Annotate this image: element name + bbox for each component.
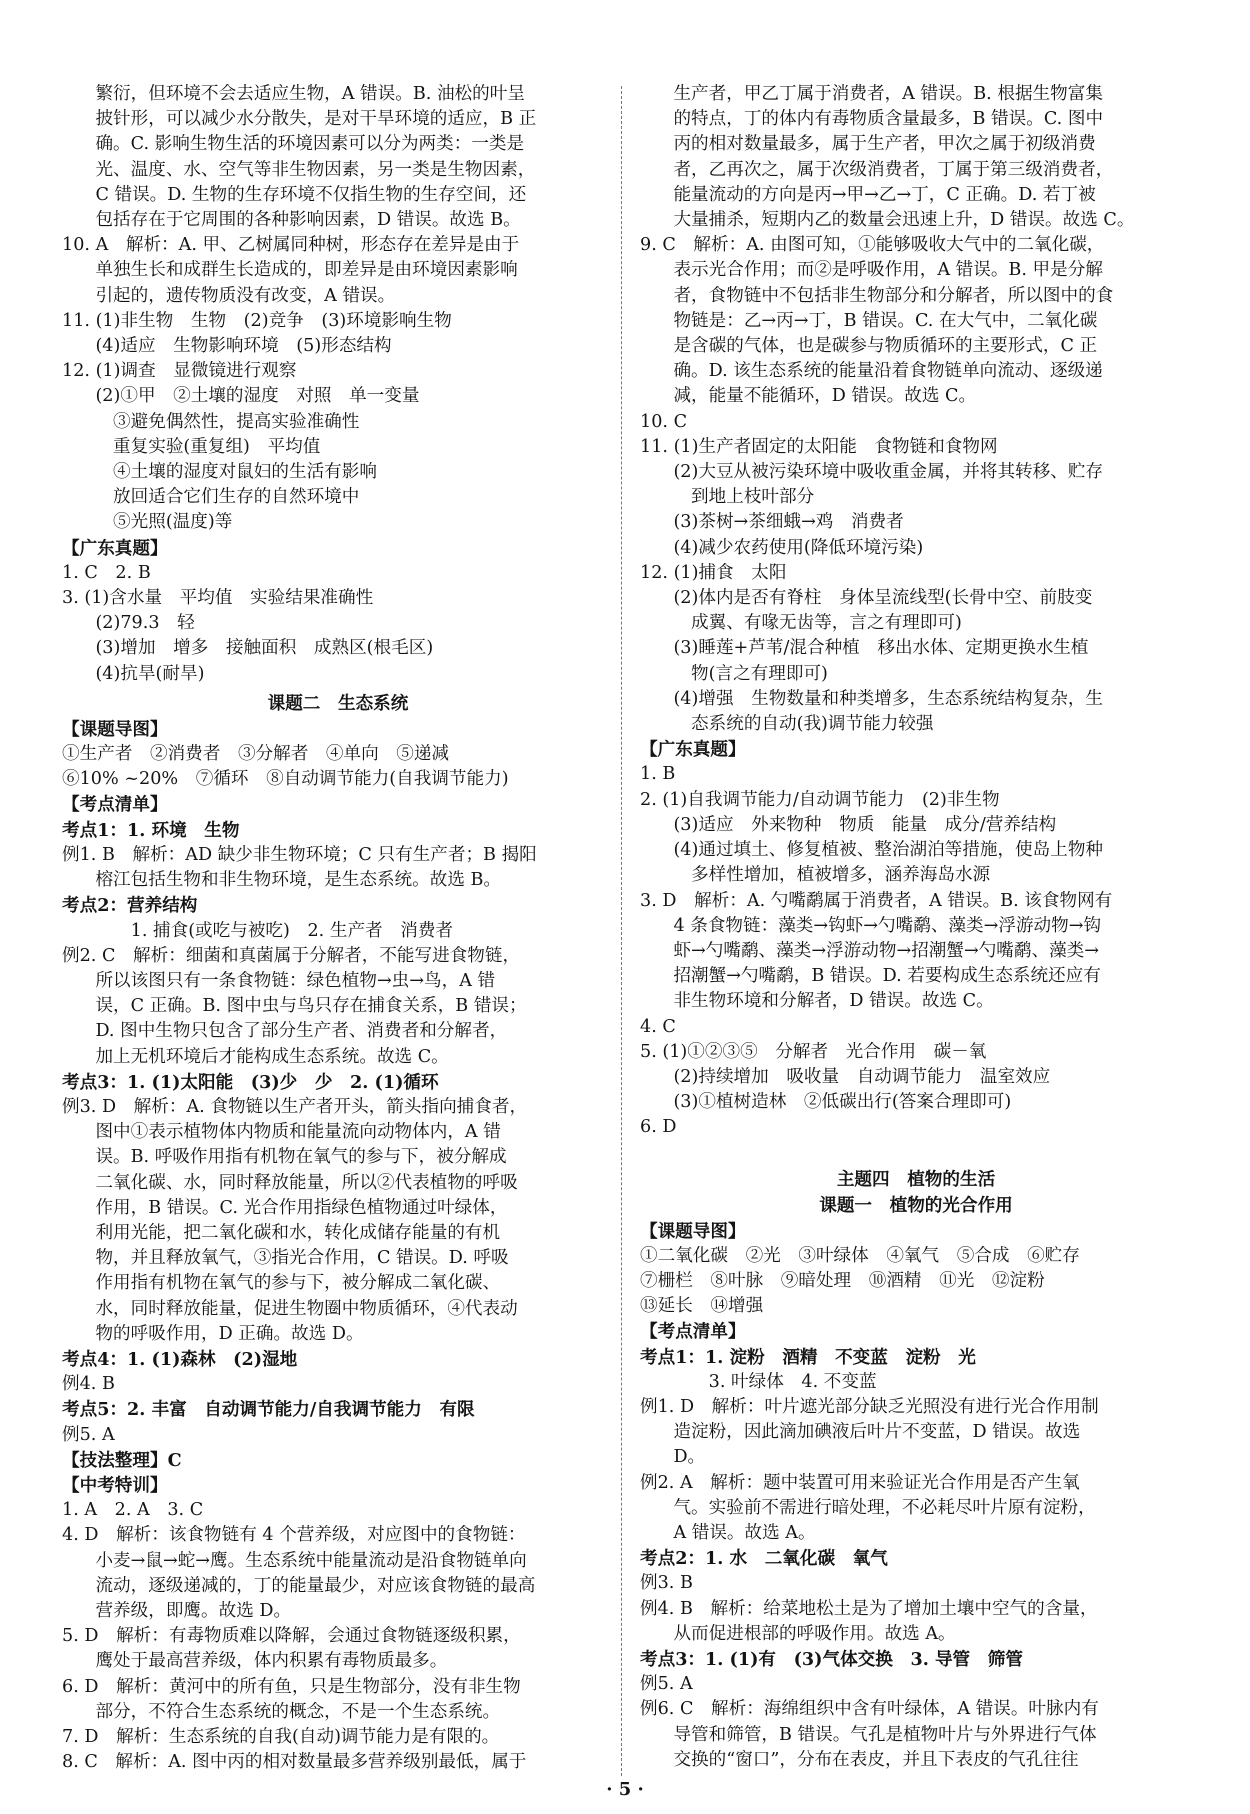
text-line: 6. D 解析：黄河中的所有鱼，只是生物部分，没有非生物 bbox=[62, 1676, 521, 1697]
section-heading: 【中考特训】 bbox=[62, 1474, 168, 1496]
text-line: ⑬延长 ⑭增强 bbox=[640, 1296, 764, 1317]
text-line: 确。C. 影响生物生活的环境因素可以分为两类：一类是 bbox=[95, 134, 525, 155]
text-line: (2)持续增加 吸收量 自动调节能力 温室效应 bbox=[673, 1066, 1051, 1087]
text-line: 丙的相对数量最多，属于生产者，甲次之属于初级消费 bbox=[673, 134, 1096, 155]
section-heading: 【技法整理】C bbox=[62, 1449, 182, 1471]
text-line: 例2. A 解析：题中装置可用来验证光合作用是否产生氧 bbox=[640, 1472, 1080, 1493]
text-line: 4. D 解析：该食物链有 4 个营养级，对应图中的食物链： bbox=[62, 1525, 526, 1546]
text-line: 物链是：乙→丙→丁，B 错误。C. 在大气中，二氧化碳 bbox=[673, 310, 1098, 331]
section-heading: 【课题导图】 bbox=[640, 1220, 746, 1242]
text-line: 误。B. 呼吸作用指有机物在氧气的参与下，被分解成 bbox=[95, 1147, 507, 1168]
text-line: ⑤光照(温度)等 bbox=[113, 512, 233, 533]
text-line: 10. A 解析：A. 甲、乙树属同种树，形态存在差异是由于 bbox=[62, 235, 520, 256]
text-line: 物(言之有理即可) bbox=[691, 663, 828, 684]
text-line: 例1. B 解析：AD 缺少非生物环境；C 只有生产者；B 揭阳 bbox=[62, 844, 537, 865]
text-line: 流动，逐级递减的，丁的能量最少，对应该食物链的最高 bbox=[95, 1575, 536, 1596]
text-line: ③避免偶然性，提高实验准确性 bbox=[113, 411, 360, 432]
text-line: 所以该图只有一条食物链：绿色植物→虫→鸟，A 错 bbox=[95, 970, 496, 991]
text-line: 非生物环境和分解者，D 错误。故选 C。 bbox=[673, 991, 994, 1012]
text-line: 5. (1)①②③⑤ 分解者 光合作用 碳－氧 bbox=[640, 1041, 987, 1062]
text-line: 例1. D 解析：叶片遮光部分缺乏光照没有进行光合作用制 bbox=[640, 1396, 1099, 1417]
text-line: 多样性增加，植被增多，涵养海岛水源 bbox=[691, 865, 991, 886]
text-line: 减，能量不能循环，D 错误。故选 C。 bbox=[673, 386, 977, 407]
theme-title: 主题四 植物的生活 bbox=[836, 1168, 996, 1190]
text-line: 1. B bbox=[640, 764, 676, 785]
text-line: 11. (1)生产者固定的太阳能 食物链和食物网 bbox=[640, 436, 998, 457]
text-line: 是含碳的气体，也是碳参与物质循环的主要形式，C 正 bbox=[673, 336, 1098, 357]
section-heading: 【课题导图】 bbox=[62, 718, 168, 740]
text-line: 物，并且释放氧气，③指光合作用，C 错误。D. 呼吸 bbox=[95, 1248, 509, 1269]
text-line: 3. 叶绿体 4. 不变蓝 bbox=[708, 1371, 877, 1392]
knowledge-point: 考点4：1. (1)森林 (2)湿地 bbox=[62, 1348, 298, 1370]
text-line: C 错误。D. 生物的生存环境不仅指生物的生存空间，还 bbox=[95, 184, 527, 205]
section-heading: 【考点清单】 bbox=[62, 794, 168, 816]
text-line: 4. C bbox=[640, 1016, 676, 1037]
text-line: 态系统的自动(我)调节能力较强 bbox=[691, 714, 934, 735]
text-line: 引起的，遗传物质没有改变，A 错误。 bbox=[95, 285, 396, 306]
text-line: 繁衍，但环境不会去适应生物，A 错误。B. 油松的叶呈 bbox=[95, 84, 525, 104]
knowledge-point: 考点2：1. 水 二氧化碳 氧气 bbox=[640, 1548, 888, 1570]
knowledge-point: 考点2：营养结构 bbox=[62, 895, 198, 917]
text-line: 气。实验前不需进行暗处理，不必耗尽叶片原有淀粉， bbox=[673, 1497, 1096, 1518]
text-line: D. 图中生物只包含了部分生产者、消费者和分解者， bbox=[95, 1021, 508, 1042]
text-line: (3)适应 外来物种 物质 能量 成分/营养结构 bbox=[673, 814, 1057, 835]
text-line: 误，C 正确。B. 图中虫与鸟只存在捕食关系，B 错误； bbox=[95, 996, 527, 1017]
text-line: 12. (1)捕食 太阳 bbox=[640, 562, 787, 583]
text-line: 11. (1)非生物 生物 (2)竞争 (3)环境影响生物 bbox=[62, 310, 452, 331]
knowledge-point: 考点1：1. 环境 生物 bbox=[62, 819, 240, 841]
section-heading: 【广东真题】 bbox=[640, 739, 746, 761]
text-line: (4)通过填土、修复植被、整治湖泊等措施，使岛上物种 bbox=[673, 840, 1104, 861]
text-line: 从而促进根部的呼吸作用。故选 A。 bbox=[673, 1623, 956, 1644]
text-line: 光、温度、水、空气等非生物因素，另一类是生物因素， bbox=[95, 159, 536, 180]
text-line: 的特点，丁的体内有毒物质含量最多，B 错误。C. 图中 bbox=[673, 109, 1104, 130]
page-number: · 5 · bbox=[606, 1779, 644, 1800]
text-line: 3. D 解析：A. 勺嘴鹬属于消费者，A 错误。B. 该食物网有 bbox=[640, 890, 1113, 911]
text-line: 招潮蟹→勺嘴鹬，B 错误。D. 若要构成生态系统还应有 bbox=[673, 966, 1101, 987]
text-line: 导管和筛管，B 错误。气孔是植物叶片与外界进行气体 bbox=[673, 1724, 1097, 1745]
text-line: 加上无机环境后才能构成生态系统。故选 C。 bbox=[95, 1046, 449, 1067]
text-line: (2)体内是否有脊柱 身体呈流线型(长骨中空、前肢变 bbox=[673, 588, 1093, 609]
right-column bbox=[640, 82, 1192, 1782]
section-heading: 【考点清单】 bbox=[640, 1321, 746, 1343]
text-line: 物的呼吸作用，D 正确。故选 D。 bbox=[95, 1323, 364, 1344]
text-line: 包括存在于它周围的各种影响因素，D 错误。故选 B。 bbox=[95, 210, 521, 231]
text-line: 成翼、有喙无齿等，言之有理即可) bbox=[691, 613, 962, 634]
text-line: 披针形，可以减少水分散失，是对干旱环境的适应，B 正 bbox=[95, 109, 537, 130]
text-line: 利用光能，把二氧化碳和水，转化成储存能量的有机 bbox=[95, 1222, 501, 1243]
knowledge-point: 考点3：1. (1)有 (3)气体交换 3. 导管 筛管 bbox=[640, 1648, 1023, 1670]
text-line: (4)减少农药使用(降低环境污染) bbox=[673, 537, 924, 558]
text-line: 确。D. 该生态系统的能量沿着食物链单向流动、逐级递 bbox=[673, 361, 1103, 382]
text-line: ⑥10% ~20% ⑦循环 ⑧自动调节能力(自我调节能力) bbox=[62, 769, 509, 790]
text-line: ①生产者 ②消费者 ③分解者 ④单向 ⑤递减 bbox=[62, 744, 450, 765]
text-line: 3. (1)含水量 平均值 实验结果准确性 bbox=[62, 588, 374, 609]
text-line: 榕江包括生物和非生物环境，是生态系统。故选 B。 bbox=[95, 870, 502, 891]
text-line: 例6. C 解析：海绵组织中含有叶绿体，A 错误。叶脉内有 bbox=[640, 1699, 1099, 1720]
text-line: 放回适合它们生存的自然环境中 bbox=[113, 487, 360, 508]
left-column bbox=[62, 82, 614, 1782]
column-divider bbox=[621, 86, 622, 1776]
text-line: 例5. A bbox=[62, 1424, 115, 1445]
text-line: 例4. B bbox=[62, 1374, 115, 1395]
text-line: A 错误。故选 A。 bbox=[673, 1522, 816, 1543]
text-line: 营养级，即鹰。故选 D。 bbox=[95, 1600, 292, 1621]
text-line: 1. A 2. A 3. C bbox=[62, 1500, 204, 1521]
text-line: 10. C bbox=[640, 411, 688, 432]
text-line: 7. D 解析：生态系统的自我(自动)调节能力是有限的。 bbox=[62, 1727, 500, 1747]
text-line: (4)增强 生物数量和种类增多，生态系统结构复杂，生 bbox=[673, 688, 1104, 709]
knowledge-point: 考点1：1. 淀粉 酒精 不变蓝 淀粉 光 bbox=[640, 1346, 976, 1368]
text-line: 生产者，甲乙丁属于消费者，A 错误。B. 根据生物富集 bbox=[673, 84, 1103, 104]
text-line: 例3. B bbox=[640, 1573, 693, 1594]
text-line: ④土壤的湿度对鼠妇的生活有影响 bbox=[113, 462, 377, 483]
section-heading: 【广东真题】 bbox=[62, 537, 168, 559]
text-line: 能量流动的方向是丙→甲→乙→丁，C 正确。D. 若丁被 bbox=[673, 184, 1096, 205]
text-line: 1. C 2. B bbox=[62, 562, 151, 583]
text-line: 作用指有机物在氧气的参与下，被分解成二氧化碳、 bbox=[95, 1273, 501, 1294]
text-line: 交换的“窗口”，分布在表皮，并且下表皮的气孔往往 bbox=[673, 1749, 1079, 1770]
text-line: 6. D bbox=[640, 1117, 677, 1138]
text-line: D。 bbox=[673, 1447, 706, 1468]
text-line: 造淀粉，因此滴加碘液后叶片不变蓝，D 错误。故选 bbox=[673, 1422, 1081, 1443]
text-line: (4)适应 生物影响环境 (5)形态结构 bbox=[95, 336, 392, 357]
text-line: 虾→勺嘴鹬、藻类→浮游动物→招潮蟹→勺嘴鹬、藻类→ bbox=[673, 940, 1100, 961]
text-line: 4 条食物链：藻类→钩虾→勺嘴鹬、藻类→浮游动物→钩 bbox=[673, 915, 1102, 936]
text-line: 8. C 解析：A. 图中丙的相对数量最多营养级别最低，属于 bbox=[62, 1752, 527, 1773]
text-line: 大量捕杀，短期内乙的数量会迅速上升，D 错误。故选 C。 bbox=[673, 210, 1135, 231]
text-line: 表示光合作用；而②是呼吸作用，A 错误。B. 甲是分解 bbox=[673, 260, 1103, 281]
text-line: 到地上枝叶部分 bbox=[691, 487, 815, 508]
text-line: 二氧化碳、水，同时释放能量，所以②代表植物的呼吸 bbox=[95, 1172, 518, 1193]
text-line: 12. (1)调查 显微镜进行观察 bbox=[62, 361, 297, 382]
text-line: 小麦→鼠→蛇→鹰。生态系统中能量流动是沿食物链单向 bbox=[95, 1550, 527, 1571]
text-line: 例3. D 解析：A. 食物链以生产者开头，箭头指向捕食者， bbox=[62, 1096, 528, 1117]
text-line: 部分，不符合生态系统的概念，不是一个生态系统。 bbox=[95, 1701, 501, 1722]
text-line: (2)①甲 ②土壤的湿度 对照 单一变量 bbox=[95, 386, 420, 407]
text-line: 鹰处于最高营养级，体内积累有毒物质最多。 bbox=[95, 1651, 448, 1672]
text-line: 2. (1)自我调节能力/自动调节能力 (2)非生物 bbox=[640, 789, 1000, 810]
text-line: 者，食物链中不包括非生物部分和分解者，所以图中的食 bbox=[673, 285, 1114, 306]
text-line: 作用，B 错误。C. 光合作用指绿色植物通过叶绿体， bbox=[95, 1197, 508, 1218]
text-line: 1. 捕食(或吃与被吃) 2. 生产者 消费者 bbox=[130, 920, 454, 941]
knowledge-point: 考点3：1. (1)太阳能 (3)少 少 2. (1)循环 bbox=[62, 1071, 439, 1093]
text-line: ⑦栅栏 ⑧叶脉 ⑨暗处理 ⑩酒精 ⑪光 ⑫淀粉 bbox=[640, 1270, 1045, 1291]
text-line: 重复实验(重复组) 平均值 bbox=[113, 436, 321, 457]
text-line: ①二氧化碳 ②光 ③叶绿体 ④氧气 ⑤合成 ⑥贮存 bbox=[640, 1245, 1080, 1266]
text-line: 例5. A bbox=[640, 1674, 693, 1695]
text-line: (3)①植树造林 ②低碳出行(答案合理即可) bbox=[673, 1092, 1012, 1113]
text-line: (2)大豆从被污染环境中吸收重金属，并将其转移、贮存 bbox=[673, 462, 1104, 483]
text-line: 9. C 解析：A. 由图可知，①能够吸收大气中的二氧化碳， bbox=[640, 235, 1105, 256]
text-line: (3)增加 增多 接触面积 成熟区(根毛区) bbox=[95, 638, 434, 659]
text-line: (2)79.3 轻 bbox=[95, 613, 195, 634]
text-line: 图中①表示植物体内物质和能量流向动物体内，A 错 bbox=[95, 1122, 501, 1143]
text-line: (3)睡莲+芦苇/混合种植 移出水体、定期更换水生植 bbox=[673, 638, 1089, 659]
lesson-title: 课题二 生态系统 bbox=[267, 692, 409, 714]
text-line: 者，乙再次之，属于次级消费者，丁属于第三级消费者， bbox=[673, 159, 1114, 180]
lesson-title: 课题一 植物的光合作用 bbox=[819, 1194, 1013, 1216]
text-line: 例2. C 解析：细菌和真菌属于分解者，不能写进食物链， bbox=[62, 945, 521, 966]
text-line: (4)抗旱(耐旱) bbox=[95, 663, 205, 684]
text-line: 水，同时释放能量，促进生物圈中物质循环，④代表动 bbox=[95, 1298, 518, 1319]
text-line: 5. D 解析：有毒物质难以降解，会通过食物链逐级积累， bbox=[62, 1626, 521, 1647]
text-line: 单独生长和成群生长造成的，即差异是由环境因素影响 bbox=[95, 260, 518, 281]
text-line: (3)茶树→茶细蛾→鸡 消费者 bbox=[673, 512, 904, 533]
text-line: 例4. B 解析：给菜地松土是为了增加土壤中空气的含量， bbox=[640, 1598, 1098, 1619]
knowledge-point: 考点5：2. 丰富 自动调节能力/自我调节能力 有限 bbox=[62, 1399, 475, 1421]
